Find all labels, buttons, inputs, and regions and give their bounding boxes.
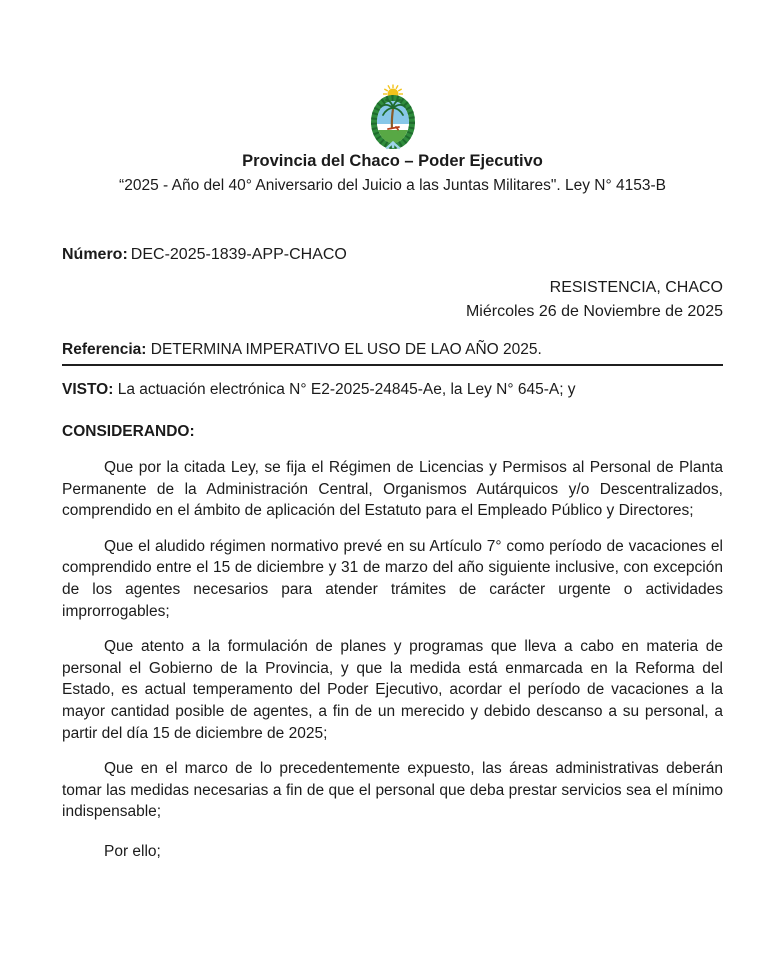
por-ello-line: Por ello; <box>104 842 161 860</box>
number-value: DEC-2025-1839-APP-CHACO <box>130 246 347 263</box>
place-date-block <box>62 276 723 324</box>
number-label: Número: <box>62 246 128 263</box>
considerando-paragraph: Que atento a la formulación de planes y programas que lleva a cabo en materia de personal el Gobierno de la Provincia, y que la medida está enmarcada en la Reforma del Estado, es actual temperamento del Poder Ejecutivo, acordar el período de vacaciones a la mayor cantidad posible de agentes, a fin de un merecido y debido descanso a su personal, a partir del día 15 de diciembre de 2025; <box>62 638 723 742</box>
palm-trunk <box>391 109 392 129</box>
visto-value: La actuación electrónica N° E2-2025-24845-Ae, la Ley N° 645-A; y <box>117 381 576 398</box>
chaco-coat-of-arms-icon <box>358 84 428 150</box>
visto-label: VISTO: <box>62 381 114 398</box>
visto-line <box>62 380 723 399</box>
considerando-paragraph: Que por la citada Ley, se fija el Régimen de Licencias y Permisos al Personal de Planta Permanente de la Administración Central, Organismos Autárquicos y/o Descentralizados, comprendido en el ámbito de aplicación del Estatuto para el Empleado Público y Directores; <box>62 459 723 520</box>
year-motto-line: “2025 - Año del 40° Aniversario del Juicio a las Juntas Militares". Ley N° 4153-B <box>119 177 666 194</box>
separator-rule <box>62 364 723 366</box>
considerando-heading: CONSIDERANDO: <box>62 423 195 440</box>
reference-value: DETERMINA IMPERATIVO EL USO DE LAO AÑO 2025. <box>150 341 542 358</box>
considerando-paragraph: Que en el marco de lo precedentemente expuesto, las áreas administrativas deberán tomar las medidas necesarias a fin de que el personal que deba prestar servicios sea el mínimo indispensable; <box>62 760 723 821</box>
org-title: Provincia del Chaco – Poder Ejecutivo <box>242 152 543 170</box>
considerando-paragraph: Que el aludido régimen normativo prevé en su Artículo 7° como período de vacaciones el comprendido entre el 15 de diciembre y 31 de marzo del año siguiente inclusive, con excepción de los agentes necesarios para atender trámites de carácter urgente o actividades improrrogables; <box>62 537 723 620</box>
place-line: RESISTENCIA, CHACO <box>549 279 723 296</box>
date-line: Miércoles 26 de Noviembre de 2025 <box>465 303 723 320</box>
reference-label: Referencia: <box>62 341 147 358</box>
reference-line <box>62 340 723 359</box>
decree-document-page <box>0 84 765 960</box>
decree-number-line <box>62 245 723 264</box>
